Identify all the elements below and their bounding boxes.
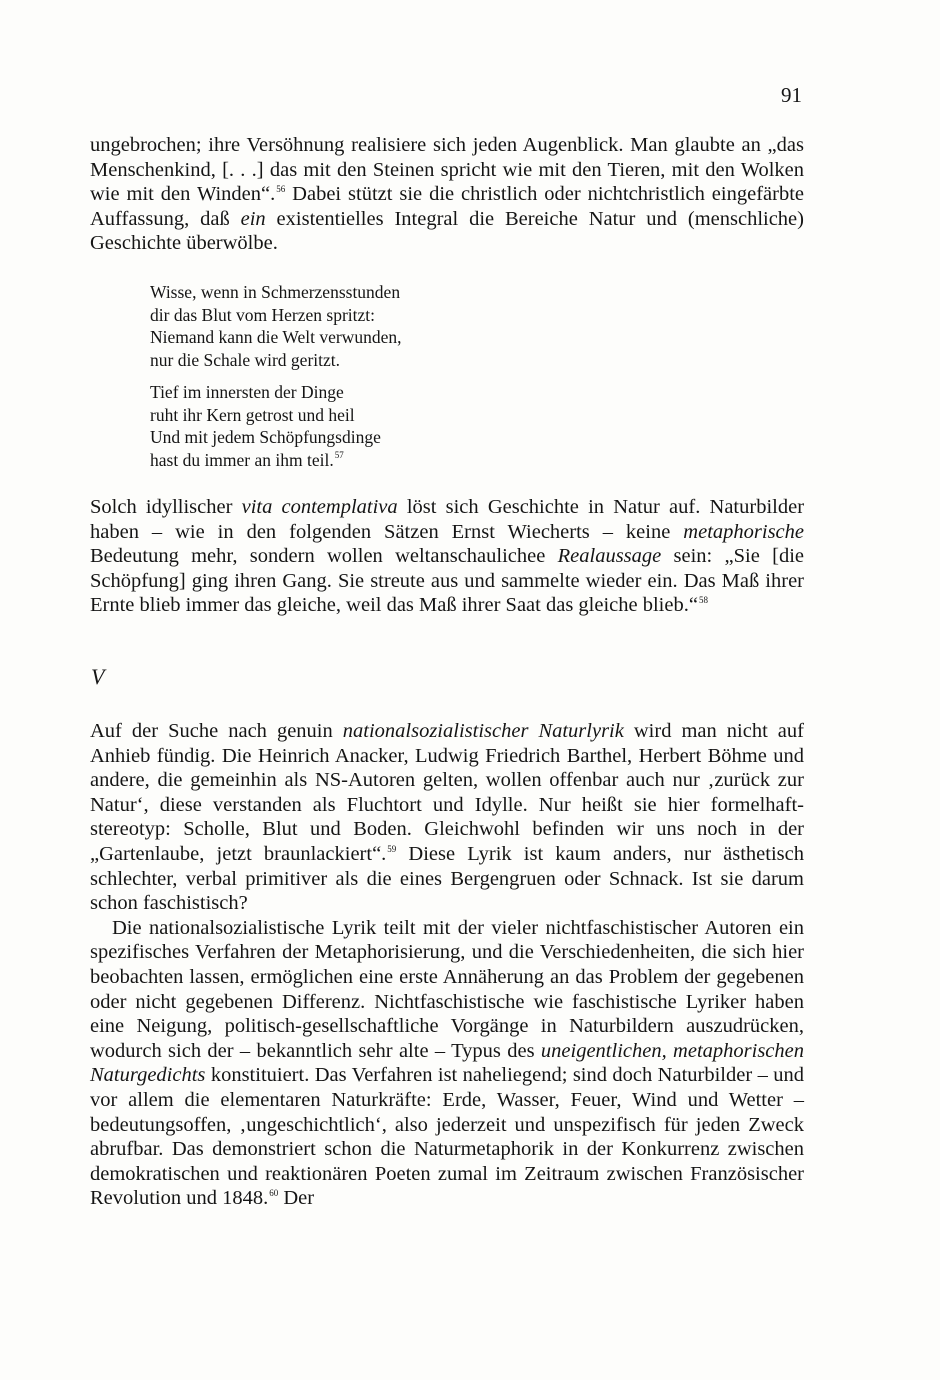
footnote-ref-58: 58: [698, 595, 708, 606]
paragraph-4-text-3: Der: [278, 1187, 315, 1210]
paragraph-2: [90, 495, 804, 618]
poem-line-last: [150, 449, 550, 472]
paragraph-3-text-2: wird man nicht auf Anhieb fündig. Die Heinrich Anacker, Ludwig Friedrich Barthel, Herbert Böhme und andere, die gemeinhin als NS-Autoren gelten, wollen offenbar auch nur ‚zurück zur Natur‘, diese verstanden als Fluchtort und Idylle. Nur heißt sie hier formelhaft-stereotyp: Scholle, Blut und Boden. Gleichwohl befinden wir uns noch in der „Gartenlaube, jetzt braunlackiert“.: [90, 720, 804, 865]
paragraph-2-emphasis-2: metaphorische: [683, 520, 804, 543]
poem-line: Und mit jedem Schöpfungsdinge: [150, 427, 381, 448]
poem-line: nur die Schale wird geritzt.: [150, 349, 341, 370]
paragraph-1-text-3: existentielles Integral die Bereiche Natur und (menschliche) Geschichte überwölbe.: [90, 207, 804, 255]
poem-line-text: hast du immer an ihm teil.: [150, 449, 334, 470]
footnote-ref-56: 56: [276, 184, 286, 195]
paragraph-3-text-3: Diese Lyrik ist kaum anders, nur ästhetisch schlechter, verbal primitiver als die eines Bergengruen oder Schnack. Ist sie darum schon faschistisch?: [90, 842, 804, 915]
paragraph-2-emphasis-1: vita contemplativa: [241, 496, 398, 518]
poem-line: Niemand kann die Welt verwunden,: [150, 327, 402, 348]
paragraph-3: [90, 719, 804, 916]
poem-line: ruht ihr Kern getrost und heil: [150, 404, 355, 425]
paragraph-2-text-1: Solch idyllischer: [90, 496, 242, 518]
footnote-ref-59: 59: [387, 843, 397, 854]
paragraph-4-text-1: Die nationalsozialistische Lyrik teilt mit der vieler nichtfaschistischer Autoren ein spezifisches Verfahren der Metaphorisierung, und die Verschiedenheiten, die sich hier beobachten lassen, ermöglichen eine erste Annäherung an das Problem der gegebenen oder nicht gegebenen Differenz. Nichtfaschistische wie faschistische Lyriker haben eine Neigung, politisch-gesellschaftliche Vorgänge in Naturbildern auszudrücken, wodurch sich der – bekanntlich sehr alte – Typus des: [90, 916, 804, 1062]
paragraph-1-emphasis: ein: [240, 207, 266, 230]
footnote-ref-57: 57: [334, 449, 344, 460]
poem-line: Tief im innersten der Dinge: [150, 382, 344, 402]
text-block-2: [90, 495, 804, 618]
text-block-1: [90, 133, 804, 256]
paragraph-4-text-2: konstituiert. Das Verfahren ist naheliegend; sind doch Naturbilder – und vor allem die elementaren Naturkräfte: Erde, Wasser, Feuer, Wind und Wetter – bedeutungsoffen, ‚ungeschichtlich‘, also jederzeit und unspezifisch für jeden Zweck abrufbar. Das demonstriert schon die Naturmetaphorik in der Konkurrenz zwischen demokratischen und reaktionären Poeten zumal im Zeitraum zwischen Französischer Revolution und 1848.: [90, 1064, 804, 1210]
paragraph-2-text-4: sein: „Sie [die Schöpfung] ging ihren Gang. Sie streute aus und sammelte wieder ein. Das Maß ihrer Ernte blieb immer das gleiche, weil das Maß ihrer Saat das gleiche blieb.“: [90, 545, 804, 617]
poem-line: dir das Blut vom Herzen spritzt:: [150, 304, 376, 325]
paragraph-4: [90, 916, 804, 1211]
paragraph-1: [90, 133, 804, 256]
page-number: 91: [781, 83, 802, 107]
text-block-3: [90, 719, 804, 1211]
poem-line: Wisse, wenn in Schmerzensstunden: [150, 282, 401, 302]
poem-stanza-1: [150, 281, 550, 371]
paragraph-4-emphasis: uneigentlichen, metaphorischen Naturgedichts: [90, 1039, 804, 1087]
paragraph-2-emphasis-3: Realaussage: [557, 545, 662, 568]
poem-stanza-2: [150, 381, 550, 471]
paragraph-3-emphasis: nationalsozialistischer Naturlyrik: [342, 720, 624, 742]
paragraph-1-text-2: Dabei stützt sie die christlich oder nichtchristlich eingefärbte Auffassung, daß: [90, 183, 804, 230]
paragraph-1-text-1: ungebrochen; ihre Versöhnung realisiere sich jeden Augenblick. Man glaubte an „das Menschenkind, [. . .] das mit den Steinen spricht wie mit den Tieren, mit den Wolken wie mit den Winden“.: [90, 134, 804, 206]
paragraph-2-text-2: löst sich Geschichte in Natur auf. Naturbilder haben – wie in den folgenden Sätzen Ernst Wiecherts – keine: [90, 496, 805, 543]
section-heading: V: [91, 664, 105, 689]
paragraph-2-text-3: Bedeutung mehr, sondern wollen weltanschaulichee: [90, 545, 558, 568]
paragraph-3-text-1: Auf der Suche nach genuin: [90, 720, 343, 742]
footnote-ref-60: 60: [269, 1188, 279, 1199]
